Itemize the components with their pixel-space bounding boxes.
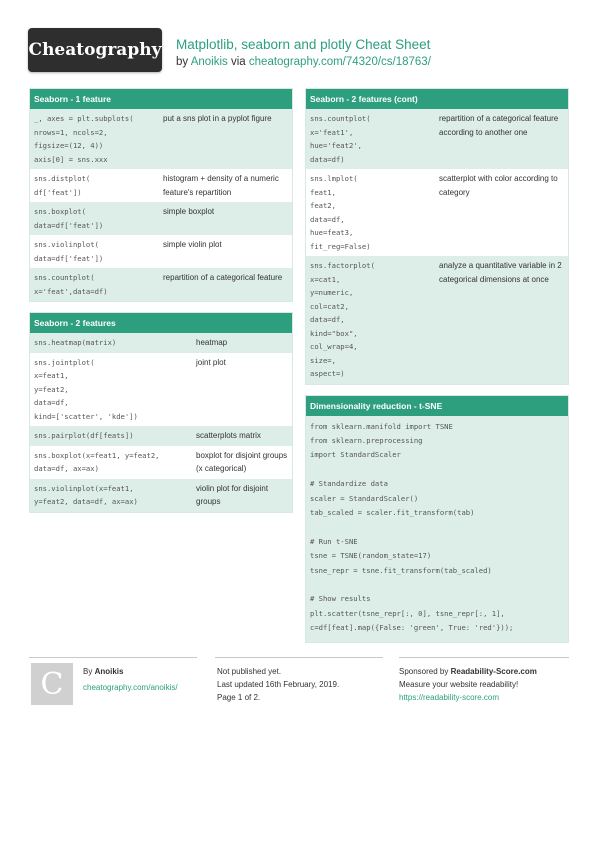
- code-line: from sklearn.preprocessing: [310, 435, 423, 445]
- code-cell: [34, 482, 192, 509]
- author-link[interactable]: Anoikis: [190, 56, 228, 68]
- code-cell: [34, 271, 159, 298]
- description-cell: scatterplots matrix: [196, 431, 261, 440]
- code-cell: [34, 238, 159, 265]
- code-line: plt.scatter(tsne_repr[:, 0], tsne_repr[:, 1],: [310, 608, 505, 618]
- author-profile-link[interactable]: cheatography.com/anoikis/: [83, 683, 178, 692]
- code-line: x=feat1,: [34, 371, 69, 380]
- table-row: [30, 235, 292, 268]
- page-number: Page 1 of 2.: [217, 693, 261, 702]
- code-line: figsize=(12, 4)): [34, 141, 104, 150]
- code-cell: [34, 172, 159, 199]
- right-column: [305, 88, 569, 653]
- code-line: aspect=): [310, 369, 345, 378]
- divider: [29, 657, 197, 658]
- section-tsne: [305, 395, 569, 643]
- code-line: [310, 463, 564, 477]
- code-line: tsne_repr = tsne.fit_transform(tab_scaled): [310, 565, 492, 575]
- footer: [29, 657, 569, 717]
- code-line: data=df,: [310, 214, 345, 224]
- sponsor-tagline: Measure your website readability!: [399, 680, 519, 689]
- logo-text: Cheatography: [28, 40, 162, 60]
- header: [176, 37, 431, 68]
- description-cell: repartition of a categorical feature: [163, 273, 283, 282]
- code-line: import StandardScaler: [310, 450, 401, 460]
- code-line: sns.boxplot(x=feat1, y=feat2,: [34, 450, 160, 460]
- code-cell: [34, 205, 159, 232]
- sponsor-name: Readability-Score.com: [450, 667, 537, 676]
- code-line: col_wrap=4,: [310, 342, 358, 351]
- section-title: Seaborn - 2 features (cont): [306, 89, 568, 109]
- code-line: feat1,: [310, 187, 336, 197]
- description-cell: boxplot for disjoint groups (x categorical): [196, 450, 288, 473]
- code-line: tab_scaled = scaler.fit_transform(tab): [310, 507, 475, 517]
- table-row: [306, 256, 568, 384]
- code-line: y=feat2, data=df, ax=ax): [34, 497, 138, 506]
- table-row: [30, 479, 292, 512]
- table-row: [306, 169, 568, 256]
- code-line: sns.lmplot(: [310, 174, 358, 183]
- section-title: Seaborn - 1 feature: [30, 89, 292, 109]
- table-row: [306, 109, 568, 169]
- code-line: kind="box",: [310, 328, 358, 338]
- page-title: Matplotlib, seaborn and plotly Cheat Sheet: [176, 37, 431, 52]
- code-line: size=,: [310, 355, 336, 365]
- code-line: # Run t-SNE: [310, 536, 358, 546]
- code-line: sns.violinplot(x=feat1,: [34, 483, 134, 493]
- code-line: data=df['feat']): [34, 253, 104, 263]
- code-line: sns.violinplot(: [34, 240, 99, 249]
- footer-author: By Anoikis cheatography.com/anoikis/: [83, 667, 178, 692]
- code-line: scaler = StandardScaler(): [310, 493, 419, 503]
- divider: [399, 657, 569, 658]
- byline: by Anoikis via cheatography.com/74320/cs/18763/: [176, 56, 431, 68]
- code-line: sns.countplot(: [310, 114, 371, 123]
- code-cell: [34, 449, 192, 476]
- section-seaborn-2-features-cont: [305, 88, 569, 385]
- code-line: sns.jointplot(: [34, 357, 95, 367]
- code-cell: [34, 356, 192, 424]
- code-line: # Show results: [310, 594, 371, 604]
- code-line: kind=['scatter', 'kde']): [34, 411, 138, 421]
- code-line: df['feat']): [34, 187, 82, 197]
- table-row: [30, 169, 292, 202]
- code-line: sns.pairplot(df[feats]): [34, 431, 134, 440]
- code-line: c=df[feat].map({False: 'green', True: 'red'}));: [310, 623, 514, 633]
- description-cell: put a sns plot in a pyplot figure: [163, 114, 272, 123]
- code-line: _, axes = plt.subplots(: [34, 114, 134, 123]
- table-row: [30, 426, 292, 446]
- description-cell: analyze a quantitative variable in 2 categorical dimensions at once: [439, 261, 562, 284]
- author-avatar: C: [31, 663, 73, 705]
- description-cell: joint plot: [196, 357, 226, 367]
- code-line: sns.factorplot(: [310, 261, 375, 270]
- code-line: # Standardize data: [310, 479, 388, 489]
- table-row: [30, 109, 292, 169]
- code-line: fit_reg=False): [310, 241, 371, 251]
- code-cell: [34, 112, 159, 166]
- code-line: nrows=1, ncols=2,: [34, 127, 108, 137]
- code-cell: [34, 336, 192, 350]
- code-line: data=df, ax=ax): [34, 464, 99, 473]
- code-line: data=df,: [34, 398, 69, 407]
- section-seaborn-1-feature: [29, 88, 293, 302]
- table-row: [30, 446, 292, 479]
- code-line: y=numeric,: [310, 288, 354, 297]
- sponsor-link[interactable]: https://readability-score.com: [399, 693, 500, 702]
- footer-status: [217, 665, 339, 704]
- table-row: [30, 353, 292, 427]
- code-line: tsne = TSNE(random_state=17): [310, 551, 432, 561]
- description-cell: repartition of a categorical feature according to another one: [439, 114, 559, 137]
- cheatography-logo[interactable]: [28, 28, 162, 72]
- table-row: [30, 268, 292, 301]
- table-row: [30, 202, 292, 235]
- divider: [215, 657, 383, 658]
- description-cell: violin plot for disjoint groups: [196, 483, 269, 506]
- code-line: [310, 520, 564, 534]
- section-title: Seaborn - 2 features: [30, 313, 292, 333]
- code-line: hue=feat3,: [310, 228, 354, 237]
- code-cell: [34, 429, 192, 443]
- description-cell: histogram + density of a numeric feature's repartition: [163, 174, 279, 197]
- code-block: [306, 416, 568, 642]
- code-cell: [310, 112, 435, 166]
- code-line: data=df): [310, 154, 345, 164]
- author-name: Anoikis: [94, 667, 124, 676]
- section-seaborn-2-features: [29, 312, 293, 513]
- code-line: x=cat1,: [310, 274, 341, 284]
- code-line: from sklearn.manifold import TSNE: [310, 421, 453, 431]
- code-line: x='feat1',: [310, 127, 354, 137]
- code-line: data=df['feat']): [34, 220, 104, 230]
- code-cell: [310, 172, 435, 253]
- code-cell: [310, 259, 435, 381]
- code-line: y=feat2,: [34, 384, 69, 394]
- publish-status: Not published yet.: [217, 667, 282, 676]
- code-line: x='feat',data=df): [34, 286, 108, 296]
- description-cell: simple boxplot: [163, 207, 215, 216]
- code-line: sns.countplot(: [34, 273, 95, 282]
- table-row: [30, 333, 292, 353]
- code-line: feat2,: [310, 201, 336, 210]
- description-cell: simple violin plot: [163, 240, 222, 249]
- sheet-url-link[interactable]: cheatography.com/74320/cs/18763/: [248, 56, 431, 68]
- code-line: sns.distplot(: [34, 174, 91, 183]
- code-line: sns.boxplot(: [34, 207, 86, 216]
- code-line: sns.heatmap(matrix): [34, 338, 117, 347]
- footer-sponsor: Sponsored by Readability-Score.com Measure your website readability! https://readability-score.com: [399, 667, 537, 702]
- code-line: hue='feat2',: [310, 141, 362, 150]
- description-cell: heatmap: [196, 338, 228, 347]
- description-cell: scatterplot with color according to category: [439, 174, 558, 197]
- code-line: axis[0] = sns.xxx: [34, 154, 108, 164]
- section-title: Dimensionality reduction - t-SNE: [306, 396, 568, 416]
- code-line: [310, 578, 564, 592]
- code-line: data=df,: [310, 315, 345, 324]
- left-column: [29, 88, 293, 523]
- code-line: col=cat2,: [310, 301, 349, 311]
- last-updated: Last updated 16th February, 2019.: [217, 680, 340, 689]
